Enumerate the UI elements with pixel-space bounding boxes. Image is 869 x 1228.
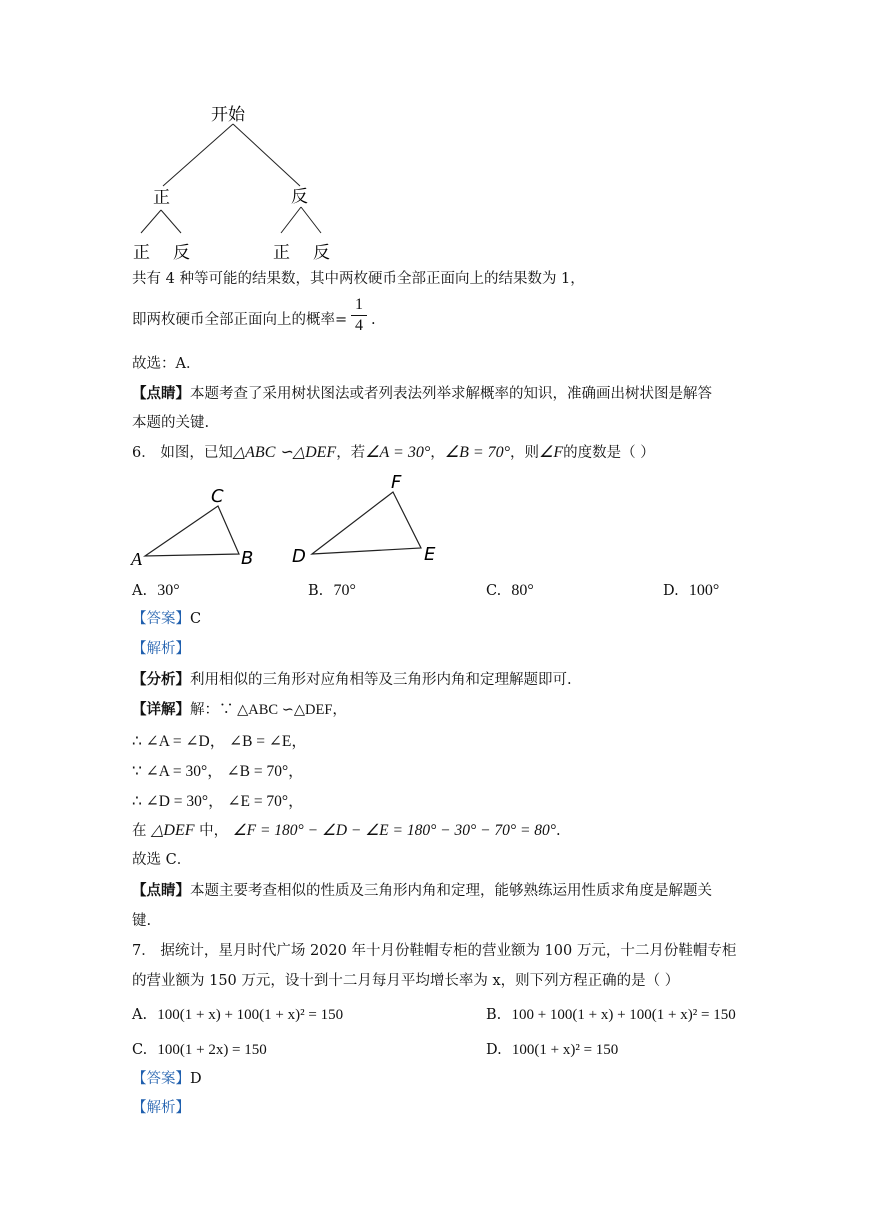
dianjing-label: 【点睛】 bbox=[132, 882, 190, 899]
option-value: 30° bbox=[157, 582, 180, 599]
q7-option-c bbox=[132, 1039, 267, 1059]
tree-right-node: 反 bbox=[291, 187, 308, 207]
q5-result-count: 共有 4 种等可能的结果数，其中两枚硬币全部正面向上的结果数为 1， bbox=[132, 271, 585, 287]
option-value: 100(1 + x)² = 150 bbox=[511, 1042, 619, 1058]
q5-period: . bbox=[371, 312, 376, 328]
vertex-label-a: A bbox=[131, 549, 142, 569]
q6-comma: ， bbox=[430, 445, 445, 461]
step4-suffix: . bbox=[556, 823, 561, 839]
q6-step2: ∵ ∠A = 30°， ∠B = 70°， bbox=[132, 763, 304, 780]
option-letter: D. bbox=[663, 583, 679, 599]
q6-dianjing-line1 bbox=[132, 884, 712, 899]
q6-step3: ∴ ∠D = 30°， ∠E = 70°， bbox=[132, 793, 304, 810]
option-letter: C. bbox=[132, 1042, 148, 1058]
option-letter: B. bbox=[308, 583, 324, 599]
q6-option-c bbox=[486, 580, 534, 600]
option-letter: D. bbox=[486, 1042, 502, 1058]
q6-cond-b: ∠B = 70° bbox=[444, 444, 511, 461]
q5-probability-text: 即两枚硬币全部正面向上的概率= bbox=[132, 312, 348, 328]
fraction-numerator: 1 bbox=[355, 296, 363, 313]
q6-stem-prefix: 6． 如图，已知 bbox=[132, 445, 233, 461]
dianjing-label: 【点睛】 bbox=[132, 385, 190, 402]
q6-option-b bbox=[308, 580, 356, 600]
step4-prefix: 在 bbox=[132, 823, 147, 839]
q6-similarity: △ABC ∽△DEF bbox=[232, 444, 337, 461]
vertex-label-f: F bbox=[391, 472, 402, 493]
q7-answer bbox=[132, 1072, 202, 1087]
q7-option-a bbox=[132, 1004, 343, 1024]
answer-value: D bbox=[190, 1071, 202, 1087]
probability-tree-diagram bbox=[125, 100, 335, 265]
q6-stem-mid1: ，若 bbox=[336, 445, 366, 461]
q6-fenxi bbox=[132, 673, 572, 688]
option-value: 80° bbox=[511, 582, 534, 599]
option-letter: C. bbox=[486, 583, 502, 599]
q5-choice: 故选：A． bbox=[132, 356, 201, 372]
q7-jiexi-label: 【解析】 bbox=[132, 1100, 190, 1116]
q6-stem-suffix: 的度数是（ ） bbox=[563, 445, 655, 461]
answer-value: C bbox=[190, 611, 202, 627]
fraction-denominator: 4 bbox=[355, 317, 363, 334]
option-letter: A. bbox=[132, 583, 148, 599]
fenxi-label: 【分析】 bbox=[132, 671, 190, 688]
q5-dianjing-line2: 本题的关键. bbox=[132, 415, 210, 431]
q7-stem-line2: 的营业额为 150 万元，设十到十二月每月平均增长率为 x，则下列方程正确的是（ ） bbox=[132, 973, 680, 989]
q7-option-d bbox=[486, 1039, 618, 1059]
q6-step4 bbox=[132, 823, 561, 839]
tree-root: 开始 bbox=[211, 105, 245, 125]
answer-label: 【答案】 bbox=[132, 1071, 190, 1087]
option-value: 70° bbox=[333, 582, 356, 599]
q6-jiexi-label: 【解析】 bbox=[132, 641, 190, 657]
step4-equation: ∠F = 180° − ∠D − ∠E = 180° − 30° − 70° = 80° bbox=[232, 822, 557, 839]
q6-choice: 故选 C． bbox=[132, 852, 192, 868]
q5-dianjing-line1 bbox=[132, 387, 712, 402]
option-value: 100(1 + x) + 100(1 + x)² = 150 bbox=[157, 1007, 344, 1023]
vertex-label-b: B bbox=[241, 548, 254, 569]
step4-triangle: △DEF bbox=[151, 822, 195, 839]
probability-fraction bbox=[351, 296, 367, 335]
q6-option-a bbox=[132, 580, 180, 600]
q6-xiangjie bbox=[132, 703, 347, 718]
option-value: 100 + 100(1 + x) + 100(1 + x)² = 150 bbox=[511, 1007, 736, 1023]
q7-stem-line1: 7． 据统计，星月时代广场 2020 年十月份鞋帽专柜的营业额为 100 万元，十二月份鞋帽专柜 bbox=[132, 943, 737, 959]
vertex-label-e: E bbox=[424, 544, 436, 565]
similar-triangles-figure bbox=[125, 470, 455, 570]
vertex-label-c: C bbox=[211, 486, 224, 507]
q6-stem bbox=[132, 445, 655, 461]
tree-leaf: 正 bbox=[273, 243, 290, 263]
xiangjie-label: 【详解】 bbox=[132, 701, 190, 718]
q6-option-d bbox=[663, 580, 719, 600]
q7-option-b bbox=[486, 1004, 736, 1024]
vertex-label-d: D bbox=[292, 546, 306, 567]
tree-leaf: 反 bbox=[173, 243, 190, 263]
q6-dianjing-line2: 键. bbox=[132, 913, 152, 929]
tree-leaf: 正 bbox=[133, 243, 150, 263]
fenxi-text: 利用相似的三角形对应角相等及三角形内角和定理解题即可. bbox=[190, 672, 572, 688]
q6-angle-f: ∠F bbox=[539, 444, 564, 461]
q6-cond-a: ∠A = 30° bbox=[365, 444, 431, 461]
answer-label: 【答案】 bbox=[132, 611, 190, 627]
tree-left-node: 正 bbox=[153, 188, 170, 208]
option-value: 100(1 + 2x) = 150 bbox=[157, 1042, 267, 1058]
q6-step1: ∴ ∠A = ∠D， ∠B = ∠E， bbox=[132, 733, 307, 750]
dianjing-text: 本题考查了采用树状图法或者列表法列举求解概率的知识，准确画出树状图是解答 bbox=[190, 386, 712, 402]
xiangjie-text: 解：∵ △ABC ∽△DEF， bbox=[190, 702, 347, 718]
q6-stem-mid2: ，则 bbox=[510, 445, 540, 461]
option-letter: A. bbox=[132, 1007, 148, 1023]
step4-mid: 中， bbox=[199, 823, 229, 839]
dianjing-text: 本题主要考查相似的性质及三角形内角和定理，能够熟练运用性质求角度是解题关 bbox=[190, 883, 712, 899]
triangle-def bbox=[312, 492, 421, 554]
triangle-abc bbox=[145, 506, 239, 556]
option-letter: B. bbox=[486, 1007, 502, 1023]
q6-answer bbox=[132, 612, 201, 627]
tree-leaf: 反 bbox=[313, 243, 330, 263]
option-value: 100° bbox=[688, 582, 720, 599]
